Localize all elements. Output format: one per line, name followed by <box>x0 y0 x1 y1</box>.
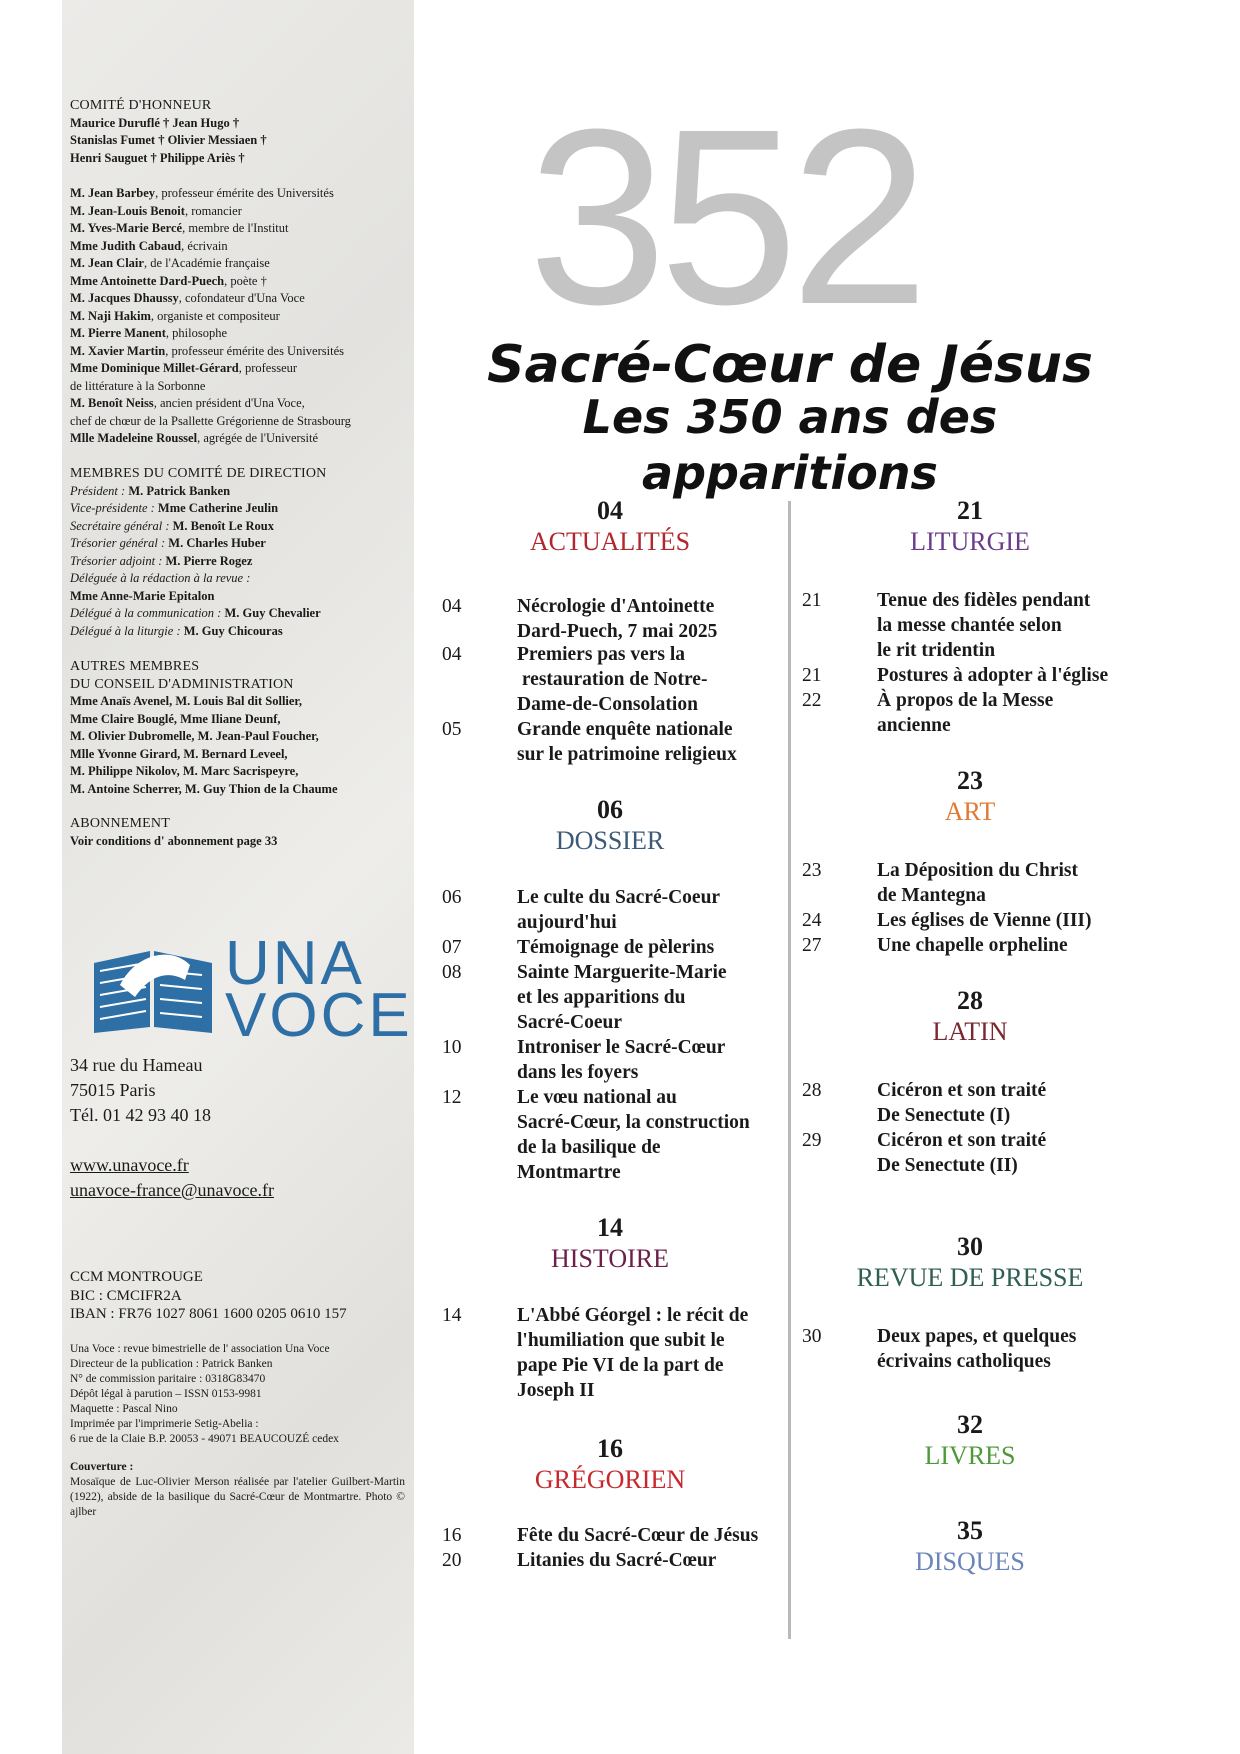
imprint-block <box>70 1342 410 1447</box>
imprint-line: 6 rue de la Claie B.P. 20053 - 49071 BEAUCOUZÉ cedex <box>70 1433 339 1445</box>
direction-line <box>70 570 410 588</box>
direction-line <box>70 588 410 606</box>
toc-entry-line: de la basilique de <box>517 1137 661 1158</box>
member-line <box>70 290 410 308</box>
toc-entry-title <box>877 1128 1147 1178</box>
toc-entry-line: Litanies du Sacré-Cœur <box>517 1550 717 1571</box>
member-name: Mme Dominique Millet-Gérard <box>70 361 239 375</box>
section-number: 14 <box>597 1213 623 1242</box>
toc-entry-title <box>877 1324 1147 1374</box>
honneur-heading: COMITÉ D'HONNEUR <box>70 98 212 113</box>
member-role: , romancier <box>184 203 242 218</box>
member-line <box>70 343 410 361</box>
toc-entry-title <box>877 588 1147 663</box>
book-icon <box>90 935 220 1035</box>
direction-name: M. Pierre Rogez <box>165 553 253 568</box>
toc-entry-line: restauration de Notre- <box>517 669 708 690</box>
toc-entry-title <box>517 1035 787 1085</box>
member-role: , philosophe <box>165 326 228 340</box>
address-line: 75015 Paris <box>70 1080 156 1100</box>
member-line <box>70 395 410 413</box>
member-name: M. Benoît Neiss <box>70 396 154 410</box>
section-number: 35 <box>957 1516 983 1545</box>
toc-entry-title <box>877 933 1147 958</box>
toc-entry-line: Cicéron et son traité <box>877 1080 1047 1101</box>
member-line <box>70 273 410 291</box>
direction-name: M. Benoît Le Roux <box>172 518 275 533</box>
toc-entry-line: Sainte Marguerite-Marie <box>517 962 727 983</box>
bank-line: IBAN : FR76 1027 8061 1600 0205 0610 157 <box>70 1306 347 1322</box>
toc-entry-page: 30 <box>802 1326 822 1347</box>
toc-entry-line: Tenue des fidèles pendant <box>877 590 1091 611</box>
column-divider <box>788 501 791 1639</box>
section-title: LATIN <box>932 1017 1008 1046</box>
deceased-line: Maurice Duruflé † Jean Hugo † <box>70 115 240 130</box>
toc-entry-line: sur le patrimoine religieux <box>517 744 737 765</box>
toc-entry-title <box>517 1523 787 1548</box>
imprint-line: Imprimée par l'imprimerie Setig-Abelia : <box>70 1418 259 1430</box>
logo-text-una: UNA <box>225 929 365 998</box>
toc-entry-line: aujourd'hui <box>517 912 617 933</box>
issue-number: 352 <box>528 77 922 356</box>
section-number: 16 <box>597 1434 623 1463</box>
toc-entry-page: 22 <box>802 690 822 711</box>
section-title: HISTOIRE <box>551 1244 669 1273</box>
autres-block <box>70 658 410 798</box>
direction-name: M. Patrick Banken <box>128 483 231 498</box>
member-line <box>70 203 410 221</box>
couverture-block <box>70 1460 405 1520</box>
section-number: 21 <box>957 496 983 525</box>
section-number: 30 <box>957 1232 983 1261</box>
toc-entry-line: Cicéron et son traité <box>877 1130 1047 1151</box>
toc-entry-line: Les églises de Vienne (III) <box>877 910 1092 931</box>
member-line <box>70 430 410 448</box>
toc-entry-page: 12 <box>442 1087 462 1108</box>
member-role: , cofondateur d'Una Voce <box>178 291 305 305</box>
toc-entry-page: 21 <box>802 665 822 686</box>
member-line <box>70 220 410 238</box>
autres-line: M. Philippe Nikolov, M. Marc Sacrispeyre, <box>70 764 299 778</box>
toc-entry-line: l'humiliation que subit le <box>517 1330 725 1351</box>
toc-entry-line: De Senectute (I) <box>877 1105 1011 1126</box>
toc-entry-title <box>517 594 787 644</box>
autres-line: M. Olivier Dubromelle, M. Jean-Paul Foucher, <box>70 729 319 743</box>
toc-entry-line: Sacré-Cœur, la construction <box>517 1112 750 1133</box>
toc-entry-line: Dard-Puech, 7 mai 2025 <box>517 621 718 642</box>
member-name: Mlle Madeleine Roussel <box>70 431 198 445</box>
member-role: , agrégée de l'Université <box>197 431 319 445</box>
toc-entry-line: La Déposition du Christ <box>877 860 1078 881</box>
autres-line: Mlle Yvonne Girard, M. Bernard Leveel, <box>70 746 288 761</box>
direction-role: Déléguée à la rédaction à la revue : <box>70 571 251 585</box>
section-number: 06 <box>597 795 623 824</box>
bank-block <box>70 1268 410 1324</box>
direction-line <box>70 518 410 536</box>
member-role: , écrivain <box>181 238 228 253</box>
toc-entry-line: écrivains catholiques <box>877 1351 1051 1372</box>
member-name: M. Naji Hakim <box>70 308 151 323</box>
toc-entry-page: 23 <box>802 860 822 881</box>
section-title: DOSSIER <box>555 826 665 855</box>
member-name: M. Jacques Dhaussy <box>70 291 179 305</box>
toc-entry-page: 04 <box>442 596 462 617</box>
abonnement-text: Voir conditions d' abonnement page 33 <box>70 833 278 848</box>
section-title: ACTUALITÉS <box>529 527 691 556</box>
direction-role: Président : <box>70 483 129 498</box>
toc-entry-title <box>517 1085 787 1185</box>
member-line <box>70 325 410 343</box>
section-number: 04 <box>597 496 623 525</box>
member-line <box>70 413 410 431</box>
member-name: M. Yves-Marie Bercé <box>70 221 183 235</box>
toc-entry-page: 14 <box>442 1305 462 1326</box>
direction-role: Délégué à la communication : <box>70 606 225 620</box>
member-role: chef de chœur de la Psallette Grégorienne de Strasbourg <box>70 413 351 428</box>
member-line <box>70 308 410 326</box>
member-role: , professeur émérite des Universités <box>155 186 334 200</box>
member-name: Mme Antoinette Dard-Puech <box>70 273 225 288</box>
logo-text-voce: VOCE <box>225 981 413 1050</box>
member-name: M. Jean Barbey <box>70 186 156 200</box>
bank-line: CCM MONTROUGE <box>70 1269 203 1285</box>
toc-entry-page: 08 <box>442 962 462 983</box>
member-role: , ancien président d'Una Voce, <box>153 396 305 410</box>
couverture-heading: Couverture : <box>70 1461 134 1473</box>
toc-entry-line: et les apparitions du <box>517 987 686 1008</box>
section-title: GRÉGORIEN <box>534 1465 686 1494</box>
toc-entry-line: À propos de la Messe <box>877 690 1054 711</box>
toc-entry-page: 21 <box>802 590 822 611</box>
toc-entry-line: Premiers pas vers la <box>517 644 686 665</box>
toc-entry-title <box>877 858 1147 908</box>
phone-line: Tél. 01 42 93 40 18 <box>70 1105 211 1125</box>
section-title: LITURGIE <box>910 527 1030 556</box>
member-role: , poète † <box>224 273 267 288</box>
honneur-block <box>70 97 410 167</box>
website-link[interactable]: www.unavoce.fr <box>70 1155 189 1175</box>
member-name: M. Pierre Manent <box>70 326 166 340</box>
toc-entry-line: Introniser le Sacré-Cœur <box>517 1037 726 1058</box>
member-line <box>70 360 410 378</box>
member-line <box>70 255 410 273</box>
toc-entry-page: 10 <box>442 1037 462 1058</box>
direction-name: M. Guy Chicouras <box>183 623 283 638</box>
imprint-line: Dépôt légal à parution – ISSN 0153-9981 <box>70 1388 262 1400</box>
toc-entry-line: Sacré-Coeur <box>517 1012 623 1033</box>
toc-entry-page: 28 <box>802 1080 822 1101</box>
direction-role: Trésorier général : <box>70 536 169 550</box>
autres-line: Mme Anaïs Avenel, M. Louis Bal dit Sollier, <box>70 694 302 708</box>
toc-entry-line: pape Pie VI de la part de <box>517 1355 724 1376</box>
una-voce-logo <box>90 929 413 1050</box>
direction-name: M. Guy Chevalier <box>224 606 321 620</box>
direction-list <box>70 483 410 641</box>
section-number: 23 <box>957 766 983 795</box>
toc-entry-line: Postures à adopter à l'église <box>877 665 1109 686</box>
direction-line <box>70 483 410 501</box>
member-role: de littérature à la Sorbonne <box>70 378 206 393</box>
section-title: DISQUES <box>915 1547 1025 1576</box>
member-name: Mme Judith Cabaud <box>70 238 182 253</box>
direction-role: Délégué à la liturgie : <box>70 623 184 638</box>
member-role: , organiste et compositeur <box>150 308 280 323</box>
member-name: M. Jean-Louis Benoit <box>70 203 185 218</box>
autres-line: Mme Claire Bouglé, Mme Iliane Deunf, <box>70 711 281 726</box>
toc-entry-line: Le culte du Sacré-Coeur <box>517 887 721 908</box>
title-line-1: Sacré-Cœur de Jésus <box>487 335 1093 395</box>
toc-entry-page: 06 <box>442 887 462 908</box>
toc-entry-line: Montmartre <box>517 1162 621 1183</box>
couverture-text: Mosaïque de Luc-Olivier Merson réalisée par l'atelier Guilbert-Martin (1922), abside de la basilique du Sacré-Cœur de Montmartre. Photo © ajlber <box>70 1476 405 1518</box>
toc-entry-page: 24 <box>802 910 822 931</box>
imprint-line: Una Voce : revue bimestrielle de l' association Una Voce <box>70 1343 330 1355</box>
toc-entry-page: 04 <box>442 644 462 665</box>
toc-entry-line: Deux papes, et quelques <box>877 1326 1077 1347</box>
toc-entry-title <box>517 935 787 960</box>
member-role: , professeur émérite des Universités <box>165 343 344 358</box>
toc-entry-page: 16 <box>442 1525 462 1546</box>
member-line <box>70 238 410 256</box>
honneur-members <box>70 185 410 448</box>
member-role: , professeur <box>238 361 298 375</box>
toc-entry-title <box>517 642 787 717</box>
direction-line <box>70 623 410 641</box>
toc-entry-line: Dame-de-Consolation <box>517 694 698 715</box>
section-title: REVUE DE PRESSE <box>856 1263 1084 1292</box>
toc-entry-title <box>517 1548 787 1573</box>
section-title: LIVRES <box>924 1441 1016 1470</box>
autres-heading-1: AUTRES MEMBRES <box>70 659 200 674</box>
autres-line: M. Antoine Scherrer, M. Guy Thion de la Chaume <box>70 781 338 796</box>
direction-role: Secrétaire général : <box>70 518 173 533</box>
toc-entry-title <box>877 663 1147 688</box>
toc-entry-line: Fête du Sacré-Cœur de Jésus <box>517 1525 759 1546</box>
toc-entry-line: ancienne <box>877 715 951 736</box>
direction-name: Mme Catherine Jeulin <box>157 501 279 515</box>
toc-entry-title <box>877 908 1147 933</box>
toc-entry-title <box>517 960 787 1035</box>
bank-line: BIC : CMCIFR2A <box>70 1287 182 1304</box>
toc-entry-line: Une chapelle orpheline <box>877 935 1068 956</box>
toc-entry-page: 29 <box>802 1130 822 1151</box>
section-number: 28 <box>957 986 983 1015</box>
toc-entry-page: 07 <box>442 937 462 958</box>
member-role: , membre de l'Institut <box>182 221 289 235</box>
member-name: M. Jean Clair <box>70 256 144 270</box>
autres-list <box>70 693 410 798</box>
imprint-line: N° de commission paritaire : 0318G83470 <box>70 1373 266 1385</box>
direction-name: Mme Anne-Marie Epitalon <box>70 588 215 603</box>
section-number: 32 <box>957 1410 983 1439</box>
direction-name: M. Charles Huber <box>168 536 266 550</box>
direction-role: Trésorier adjoint : <box>70 553 166 568</box>
toc-entry-line: Le vœu national au <box>517 1087 677 1108</box>
toc-entry-line: Grande enquête nationale <box>517 719 733 740</box>
direction-line <box>70 553 410 571</box>
member-name: M. Xavier Martin <box>70 343 166 358</box>
toc-entry-title <box>517 717 787 767</box>
toc-entry-title <box>517 885 787 935</box>
toc-entry-line: le rit tridentin <box>877 640 996 661</box>
member-line <box>70 378 410 396</box>
autres-heading-2: DU CONSEIL D'ADMINISTRATION <box>70 676 294 692</box>
deceased-line: Stanislas Fumet † Olivier Messiaen † <box>70 133 267 147</box>
toc-entry-page: 20 <box>442 1550 462 1571</box>
email-link[interactable]: unavoce-france@unavoce.fr <box>70 1180 274 1200</box>
toc-entry-line: De Senectute (II) <box>877 1155 1018 1176</box>
toc-entry-line: L'Abbé Géorgel : le récit de <box>517 1305 749 1326</box>
section-title: ART <box>944 797 996 826</box>
toc-entry-line: dans les foyers <box>517 1062 639 1083</box>
toc-entry-page: 27 <box>802 935 822 956</box>
toc-entry-line: Joseph II <box>517 1380 595 1401</box>
member-role: , de l'Académie française <box>143 256 270 270</box>
address-block <box>70 1053 410 1203</box>
direction-role: Vice-présidente : <box>70 501 158 515</box>
direction-heading: MEMBRES DU COMITÉ DE DIRECTION <box>70 466 327 481</box>
toc-entry-line: de Mantegna <box>877 885 986 906</box>
toc-entry-title <box>877 1078 1147 1128</box>
toc-entry-page: 05 <box>442 719 462 740</box>
imprint-line: Directeur de la publication : Patrick Banken <box>70 1358 273 1370</box>
abonnement-heading: ABONNEMENT <box>70 816 170 831</box>
toc-entry-line: la messe chantée selon <box>877 615 1062 636</box>
direction-line <box>70 500 410 518</box>
direction-line <box>70 535 410 553</box>
toc-entry-line: Témoignage de pèlerins <box>517 937 715 958</box>
title-line-2: Les 350 ans des apparitions <box>582 390 998 500</box>
direction-line <box>70 605 410 623</box>
toc-entry-line: Nécrologie d'Antoinette <box>517 596 715 617</box>
address-line: 34 rue du Hameau <box>70 1055 203 1075</box>
imprint-line: Maquette : Pascal Nino <box>70 1403 178 1415</box>
deceased-line: Henri Sauguet † Philippe Ariès † <box>70 150 245 165</box>
member-line <box>70 185 410 203</box>
direction-block <box>70 465 410 640</box>
abonnement-block <box>70 815 410 850</box>
toc-entry-title <box>517 1303 787 1403</box>
toc-entry-title <box>877 688 1147 738</box>
